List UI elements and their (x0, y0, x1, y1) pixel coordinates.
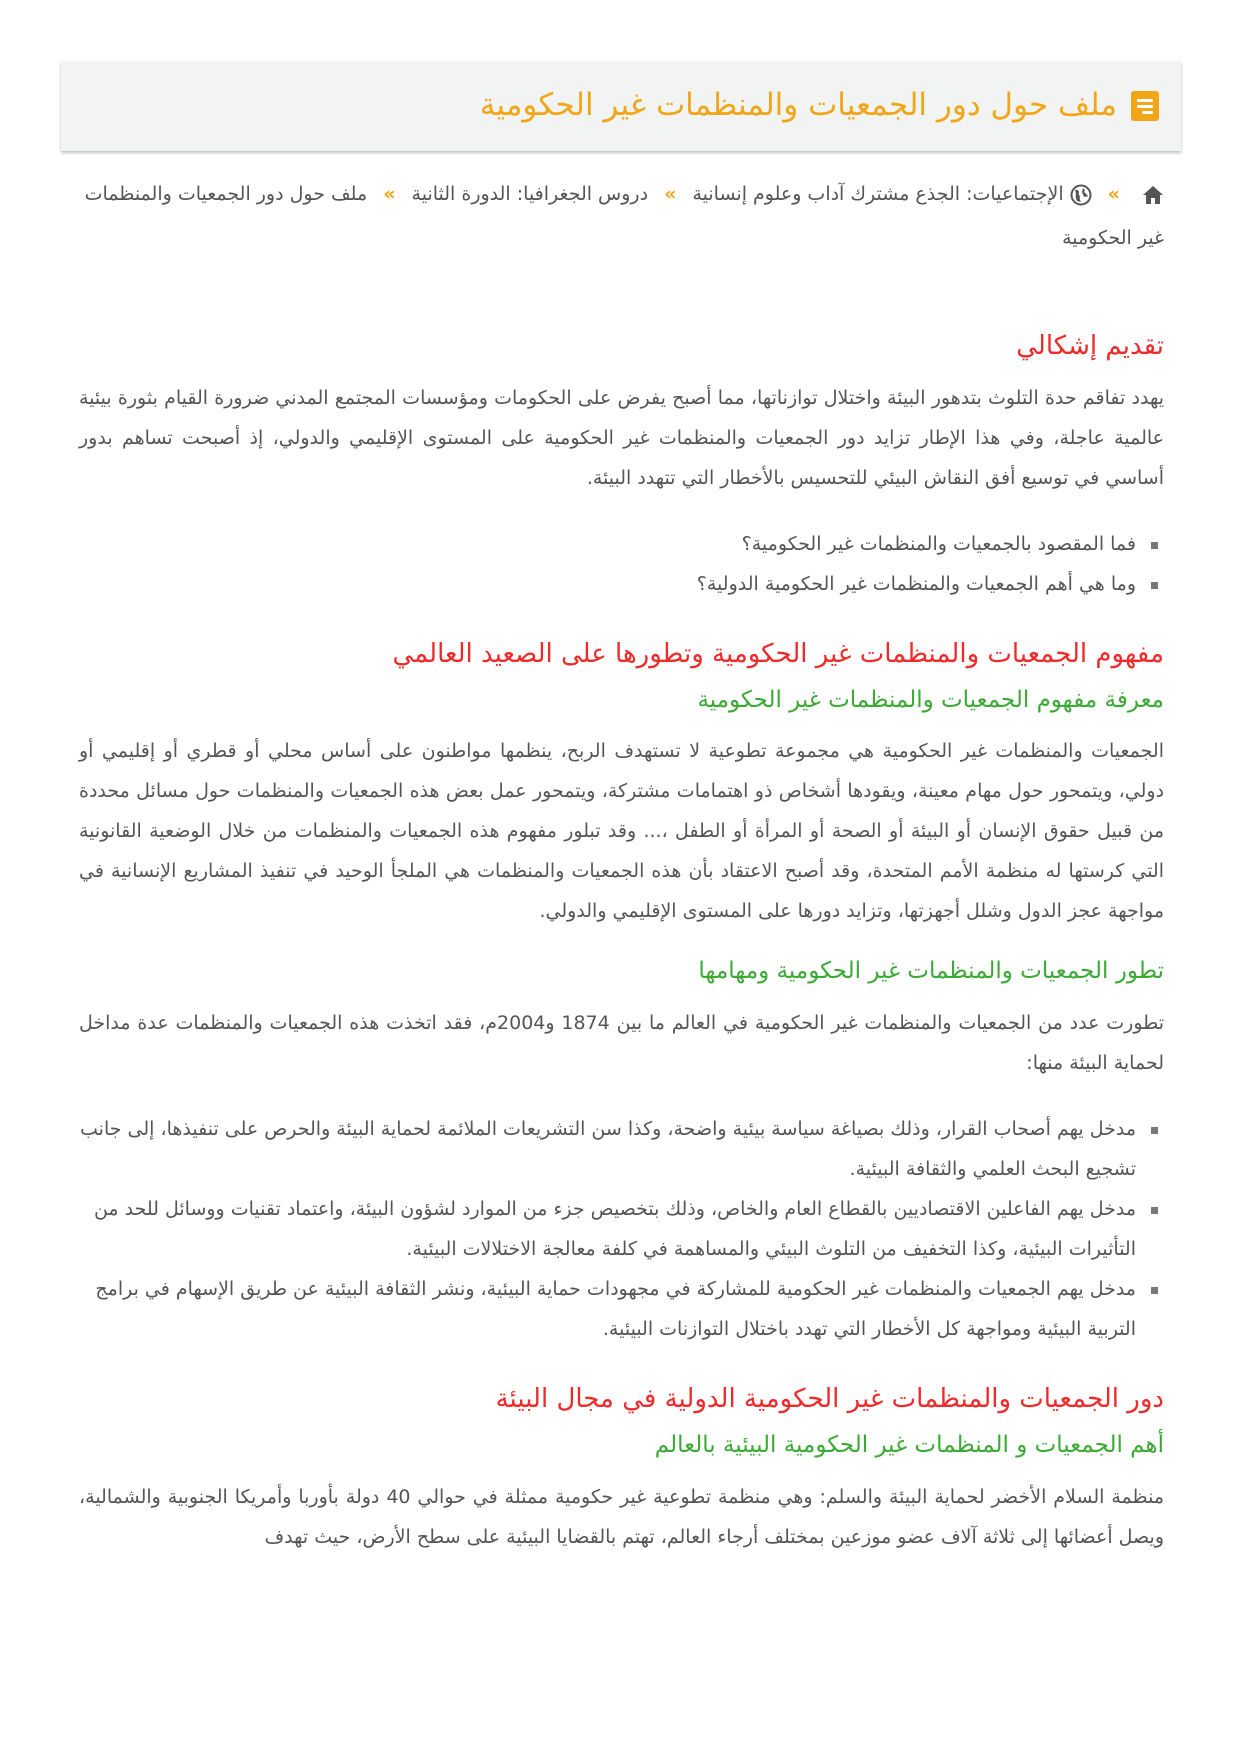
page-title: ملف حول دور الجمعيات والمنظمات غير الحكومية (479, 87, 1117, 124)
breadcrumb-separator: » (383, 183, 396, 205)
list-item: وما هي أهم الجمعيات والمنظمات غير الحكومية الدولية؟ (79, 564, 1136, 604)
list-item: مدخل يهم الفاعلين الاقتصاديين بالقطاع العام والخاص، وذلك بتخصيص جزء من الموارد لشؤون البيئة، واعتماد تقنيات ووسائل للحد من التأثيرات البيئية، وكذا التخفيف من التلوث البيئي والمساهمة في كلفة معالجة الاختلالات البيئية. (79, 1189, 1136, 1269)
section-heading-role: دور الجمعيات والمنظمات غير الحكومية الدولية في مجال البيئة (495, 1384, 1164, 1415)
section-heading-concept: مفهوم الجمعيات والمنظمات غير الحكومية وتطورها على الصعيد العالمي (392, 638, 1164, 669)
breadcrumb-separator: » (664, 183, 677, 205)
breadcrumb-item-social-studies[interactable]: الإجتماعيات: الجذع مشترك آداب وعلوم إنسانية (692, 183, 1064, 205)
intro-heading: تقديم إشكالي (1016, 331, 1164, 361)
subheading-concept: معرفة مفهوم الجمعيات والمنظمات غير الحكومية (697, 686, 1164, 713)
document-icon (1131, 91, 1159, 121)
intro-questions (79, 524, 1164, 604)
subheading-evolution: تطور الجمعيات والمنظمات غير الحكومية ومهامها (698, 958, 1164, 985)
article-content (79, 330, 1164, 1583)
globe-icon (1070, 184, 1092, 206)
breadcrumb-item-current: ملف حول دور الجمعيات والمنظمات غير الحكومية (84, 183, 1164, 249)
breadcrumb-item-geography-lessons[interactable]: دروس الجغرافيا: الدورة الثانية (411, 183, 649, 205)
list-item: مدخل يهم أصحاب القرار، وذلك بصياغة سياسة بيئية واضحة، وكذا سن التشريعات الملائمة لحماية البيئة والحرص على تنفيذها، إلى جانب تشجيع البحث العلمي والثقافة البيئية. (79, 1109, 1136, 1189)
breadcrumb (84, 172, 1164, 260)
home-icon[interactable] (1142, 185, 1164, 205)
organizations-paragraph: منظمة السلام الأخضر لحماية البيئة والسلم: وهي منظمة تطوعية غير حكومية ممثلة في حوالي 40 دولة بأوربا وأمريكا الجنوبية والشمالية، ويصل أعضائها إلى ثلاثة آلاف عضو موزعين بمختلف أرجاء العالم، تهتم بالقضايا البيئية على سطح الأرض، حيث تهدف (79, 1486, 1164, 1549)
page-header (61, 61, 1181, 151)
evolution-list (79, 1109, 1164, 1349)
concept-paragraph: الجمعيات والمنظمات غير الحكومية هي مجموعة تطوعية لا تستهدف الربح، ينظمها مواطنون على أساس محلي أو قطري أو إقليمي أو دولي، ويتمحور حول مهام معينة، ويقودها أشخاص ذو اهتمامات مشتركة، ويتمحور عمل بعض هذه الجمعيات والمنظمات حول مسائل محددة من قبيل حقوق الإنسان أو البيئة أو الصحة أو المرأة أو الطفل ،... وقد تبلور مفهوم هذه الجمعيات والمنظمات من خلال الوضعية القانونية التي كرستها له منظمة الأمم المتحدة، وقد أصبح الاعتقاد بأن هذه الجمعيات والمنظمات هي الملجأ الوحيد في تنفيذ المشاريع الإنسانية في مواجهة عجز الدول وشلل أجهزتها، وتزايد دورها على المستوى الإقليمي والدولي. (79, 740, 1164, 923)
list-item: مدخل يهم الجمعيات والمنظمات غير الحكومية للمشاركة في مجهودات حماية البيئية، ونشر الثقافة البيئية عن طريق الإسهام في برامج التربية البيئية ومواجهة كل الأخطار التي تهدد باختلال التوازنات البيئية. (79, 1269, 1136, 1349)
intro-paragraph: يهدد تفاقم حدة التلوث بتدهور البيئة واختلال توازناتها، مما أصبح يفرض على الحكومات ومؤسسات المجتمع المدني ضرورة القيام بثورة بيئية عالمية عاجلة، وفي هذا الإطار تزايد دور الجمعيات والمنظمات غير الحكومية على المستوى الإقليمي والدولي، إذ أصبحت تساهم بدور أساسي في توسيع أفق النقاش البيئي للتحسيس بالأخطار التي تتهدد البيئة. (79, 386, 1164, 489)
breadcrumb-separator: » (1107, 183, 1120, 205)
subheading-main-organizations: أهم الجمعيات و المنظمات غير الحكومية البيئية بالعالم (654, 1432, 1164, 1459)
list-item: فما المقصود بالجمعيات والمنظمات غير الحكومية؟ (79, 524, 1136, 564)
evolution-paragraph: تطورت عدد من الجمعيات والمنظمات غير الحكومية في العالم ما بين 1874 و2004م، فقد اتخذت هذه الجمعيات والمنظمات عدة مداخل لحماية البيئة منها: (79, 1012, 1165, 1075)
